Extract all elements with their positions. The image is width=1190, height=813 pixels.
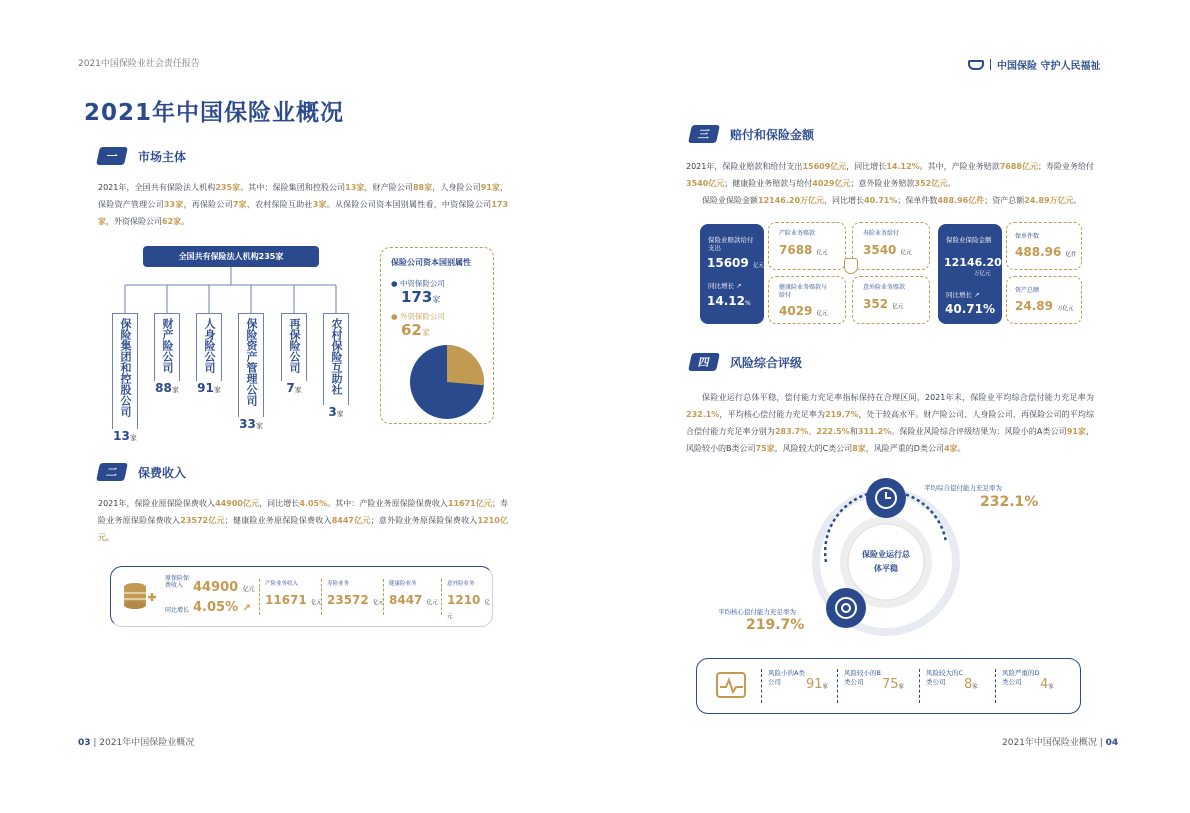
text-segment: 和 <box>849 427 858 436</box>
footer-left: 03 | 2021年中国保险业概况 <box>78 738 195 748</box>
text-segment: 2021年，全国共有保险法人机构 <box>98 183 216 192</box>
page-title: 2021年中国保险业概况 <box>84 100 345 126</box>
highlight-value: 8家 <box>852 444 866 453</box>
arrow-up-icon: ↗ <box>974 291 980 299</box>
premium-item <box>441 579 492 620</box>
ownership-box <box>380 247 494 424</box>
policy-asset-value: 488.96 亿件 <box>1015 245 1077 259</box>
text-segment: ；意外险业务赔款 <box>850 179 915 188</box>
comp-solvency-value: 232.1% <box>980 494 1039 510</box>
premium-item-label: 寿险业务 <box>327 581 350 587</box>
ownership-pie <box>409 344 485 420</box>
claims-grid <box>768 222 932 326</box>
highlight-value: 232.1% <box>686 410 720 419</box>
section-2-paragraph <box>98 495 508 546</box>
tree-title: 全国共有保险法人机构235家 <box>143 246 319 267</box>
text-segment: ，平均核心偿付能力充足率为 <box>719 410 826 419</box>
claims-item-value: 352 亿元 <box>863 297 904 311</box>
claims-item <box>768 222 846 270</box>
comp-solvency-label: 平均综合偿付能力充足率为 <box>924 484 1002 492</box>
tree-item <box>238 313 264 431</box>
highlight-value: 75家 <box>755 444 775 453</box>
text-segment: 。 <box>957 444 966 453</box>
highlight-value: 4家 <box>943 444 958 453</box>
premium-item-value: 23572 亿元 <box>327 593 384 607</box>
highlight-value: 91家 <box>1066 427 1086 436</box>
premium-item-label: 意外险业务 <box>447 581 475 587</box>
section-3-paragraph-1 <box>686 158 1094 192</box>
rating-item <box>837 669 911 703</box>
text-segment: ，人身险公司 <box>432 183 481 192</box>
tree-item-label: 人身险公司 <box>203 318 216 373</box>
foreign-label: ● 外资保险公司 <box>391 312 445 321</box>
text-segment: ，外资保险公司 <box>106 217 162 226</box>
policy-asset-label: 资产总额 <box>1015 287 1040 294</box>
section-4-badge: 四 <box>688 353 720 371</box>
pie-slice-foreign <box>447 345 484 385</box>
total-premium-label: 原保险保费收入 <box>165 575 190 589</box>
section-2-badge: 二 <box>96 463 128 481</box>
premium-item-label: 健康险业务 <box>389 581 417 587</box>
section-1-paragraph <box>98 179 508 230</box>
total-premium-value: 44900 亿元 <box>193 580 255 595</box>
claims-item <box>852 276 930 324</box>
report-name: 2021中国保险业社会责任报告 <box>78 59 200 69</box>
tree-item-count: 7家 <box>286 381 302 395</box>
rating-item-value: 8家 <box>964 677 978 692</box>
text-segment: ；寿险业务给付 <box>1038 162 1095 171</box>
text-segment: 。保险业风险综合评级结果为：风险小的A类公司 <box>891 427 1067 436</box>
policy-asset-value: 24.89 万亿元 <box>1015 299 1074 313</box>
claims-item-label: 健康险业务赔款与给付 <box>779 284 828 299</box>
tree-item <box>196 313 222 395</box>
tree-item-label: 保险集团和控股公司 <box>119 318 132 417</box>
claims-item-value: 7688 亿元 <box>779 243 828 257</box>
growth-value: 4.05% ↗ <box>193 600 252 615</box>
claims-item-label: 意外险业务赔款 <box>863 284 906 291</box>
highlight-value: 3540亿元 <box>686 179 725 188</box>
coins-icon <box>121 579 157 615</box>
domestic-count: 173家 <box>401 288 441 306</box>
section-2-title: 保费收入 <box>138 465 187 480</box>
premium-item <box>259 579 322 615</box>
text-segment: ；保单件数 <box>897 196 938 205</box>
highlight-value: 7家 <box>232 200 247 209</box>
premium-item-value: 11671 亿元 <box>265 593 322 607</box>
premium-item <box>383 579 438 615</box>
rating-item-label: 风险较小的B类公司 <box>844 669 881 686</box>
rating-item <box>761 669 835 703</box>
premium-item-value: 1210 亿元 <box>447 593 491 620</box>
monitor-icon <box>715 671 747 701</box>
text-segment: 。其中：保险集团和控股公司 <box>240 183 346 192</box>
text-segment: ，风险较小的B类公司 <box>686 427 1094 453</box>
text-segment: 。从保险公司资本国别属性看，中资保险公司 <box>326 200 492 209</box>
slogan: 中国保险 守护人民福祉 <box>997 61 1101 72</box>
rating-item-label: 风险小的A类公司 <box>768 669 805 686</box>
logo-icon <box>968 60 984 70</box>
rating-item-label: 风险较大的C类公司 <box>926 669 964 686</box>
core-solvency-value: 219.7% <box>746 617 805 633</box>
section-4-header <box>690 352 1093 372</box>
tree-item-count: 88家 <box>155 381 179 395</box>
policy-asset-grid <box>1006 222 1082 326</box>
highlight-value: 7688亿元 <box>999 162 1038 171</box>
highlight-value: 173家 <box>98 200 509 226</box>
highlight-value: 283.7%、222.5% <box>774 427 850 436</box>
claims-growth-value: 14.12% <box>707 294 751 308</box>
rating-item-value: 91家 <box>806 677 829 692</box>
insured-amount-unit: 万亿元 <box>974 271 991 277</box>
section-3-header <box>690 124 1093 144</box>
section-1-title: 市场主体 <box>138 149 187 164</box>
rating-item <box>919 669 993 703</box>
shield-icon <box>844 258 858 274</box>
text-segment: ；健康险业务赔款与给付 <box>724 179 813 188</box>
highlight-value: 11671亿元 <box>447 499 492 508</box>
claims-item <box>768 276 846 324</box>
text-segment: 2021年，保险业原保险保费收入 <box>98 499 216 508</box>
tree-item-count: 13家 <box>113 429 137 443</box>
highlight-value: 24.89万亿元 <box>1024 196 1074 205</box>
text-segment: ，财产险公司 <box>364 183 413 192</box>
text-segment: ；健康险业务原保险保费收入 <box>224 516 332 525</box>
arrow-up-icon: ↗ <box>736 282 742 290</box>
highlight-value: 12146.20万亿元 <box>758 196 825 205</box>
highlight-value: 33家 <box>163 200 184 209</box>
rating-strip <box>696 658 1081 714</box>
section-4-title: 风险综合评级 <box>730 355 803 370</box>
tree-item <box>154 313 180 395</box>
premium-item <box>321 579 384 615</box>
premium-strip <box>110 566 493 627</box>
text-segment: ，保险资产管理公司 <box>98 183 509 209</box>
highlight-value: 91家 <box>480 183 501 192</box>
text-segment: 。 <box>947 179 956 188</box>
highlight-value: 40.71% <box>864 196 898 205</box>
text-segment: 。其中：产险业务原保险保费收入 <box>327 499 448 508</box>
claims-item-value: 3540 亿元 <box>863 243 912 257</box>
insured-amount-card <box>938 224 1002 324</box>
ownership-title: 保险公司资本国别属性 <box>391 258 471 267</box>
highlight-value: 352亿元 <box>914 179 948 188</box>
center-text: 保险业运行总体平稳 <box>862 550 910 573</box>
highlight-value: 88家 <box>412 183 433 192</box>
tree-item-label: 保险资产管理公司 <box>245 318 258 406</box>
tree-item <box>323 313 349 419</box>
section-1-badge: 一 <box>96 147 128 165</box>
text-segment: 。 <box>181 217 190 226</box>
highlight-value: 44900亿元 <box>215 499 260 508</box>
section-4-paragraph <box>686 389 1094 457</box>
header-logo <box>968 57 1100 72</box>
rating-item-value: 75家 <box>882 677 905 692</box>
claims-item-label: 产险业务赔款 <box>779 230 816 237</box>
section-3-paragraph-2 <box>686 192 1094 209</box>
text-segment: ，风险严重的D类公司 <box>865 444 944 453</box>
arrow-up-icon: ↗ <box>242 603 252 614</box>
insured-growth-value: 40.71% <box>945 302 995 316</box>
highlight-value: 23572亿元 <box>180 516 225 525</box>
highlight-value: 14.12% <box>886 162 920 171</box>
claims-item-value: 4029 亿元 <box>779 304 828 318</box>
section-3-badge: 三 <box>688 125 720 143</box>
claims-growth-label: 同比增长 ↗ <box>708 282 742 290</box>
claims-item <box>852 222 930 270</box>
tree-item-count: 33家 <box>239 417 263 431</box>
highlight-value: 62家 <box>162 217 182 226</box>
insured-growth-label: 同比增长 ↗ <box>946 291 980 299</box>
claims-item-label: 寿险业务给付 <box>863 230 900 237</box>
insured-amount-value: 12146.20 <box>944 256 1002 269</box>
policy-asset-item <box>1006 222 1082 270</box>
tree-item-label: 财产险公司 <box>161 318 174 373</box>
section-2-header <box>98 462 506 482</box>
text-segment: 保险业保险金额 <box>702 196 758 205</box>
section-1-header <box>98 146 506 166</box>
premium-item-label: 产险业务收入 <box>265 581 299 587</box>
tree-item-count: 3家 <box>328 405 344 419</box>
insured-amount-label: 保险业保险金额 <box>946 236 992 244</box>
tree-item-label: 再保险公司 <box>288 318 301 373</box>
tree-connectors <box>110 267 360 317</box>
text-segment: 保险业运行总体平稳，偿付能力充足率指标保持在合理区间。2021年末，保险业平均综合偿付能力充足率为 <box>702 393 1094 402</box>
claims-label: 保险业赔款给付支出 <box>708 236 754 252</box>
rating-item-label: 风险严重的D类公司 <box>1002 669 1040 686</box>
core-solvency-label: 平均核心偿付能力充足率为 <box>718 608 796 616</box>
text-segment: ；寿险业务原保险保费收入 <box>98 499 509 525</box>
highlight-value: 8447亿元 <box>331 516 371 525</box>
text-segment: ，农村保险互助社 <box>246 200 313 209</box>
highlight-value: 13家 <box>345 183 365 192</box>
text-segment: 。 <box>1073 196 1082 205</box>
highlight-value: 311.2% <box>857 427 892 436</box>
highlight-value: 15609亿元 <box>802 162 847 171</box>
highlight-value: 219.7% <box>825 410 859 419</box>
highlight-value: 4029亿元 <box>812 179 851 188</box>
text-segment: ，同比增长 <box>824 196 865 205</box>
highlight-value: 3家 <box>312 200 327 209</box>
text-segment: ，处于较高水平。财产险公司、人身险公司、再保险公司的平均综合偿付能力充足率分别为 <box>686 410 1095 436</box>
tree-item <box>281 313 307 395</box>
text-segment: ，同比增长 <box>259 499 300 508</box>
text-segment: 。 <box>106 533 114 542</box>
highlight-value: 235家 <box>215 183 241 192</box>
section-3-title: 赔付和保险金额 <box>730 127 815 142</box>
text-segment: 2021年，保险业赔款和给付支出 <box>686 162 803 171</box>
premium-item-value: 8447 亿元 <box>389 593 438 607</box>
claims-card <box>700 224 764 324</box>
text-segment: ，风险较大的C类公司 <box>774 444 853 453</box>
tree-item-label: 农村保险互助社 <box>330 318 343 395</box>
footer-right: 2021年中国保险业概况 | 04 <box>1002 738 1119 748</box>
policy-asset-item <box>1006 276 1082 324</box>
policy-asset-label: 保单件数 <box>1015 233 1040 240</box>
rating-item <box>995 669 1069 703</box>
text-segment: ；意外险业务原保险保费收入 <box>370 516 478 525</box>
tree-item-count: 91家 <box>197 381 221 395</box>
foreign-count: 62家 <box>401 321 430 339</box>
claims-value: 15609 亿元 <box>707 256 764 270</box>
text-segment: 。其中，产险业务赔款 <box>919 162 1000 171</box>
text-segment: ，再保险公司 <box>183 200 233 209</box>
highlight-value: 1210亿元 <box>98 516 509 542</box>
domestic-label: ● 中资保险公司 <box>391 279 445 288</box>
text-segment: ；资产总额 <box>984 196 1025 205</box>
highlight-value: 488.96亿件 <box>937 196 985 205</box>
text-segment: ，同比增长 <box>846 162 887 171</box>
tree-item <box>112 313 138 443</box>
growth-label: 同比增长 <box>165 607 190 614</box>
rating-item-value: 4家 <box>1040 677 1054 692</box>
highlight-value: 4.05% <box>299 499 328 508</box>
